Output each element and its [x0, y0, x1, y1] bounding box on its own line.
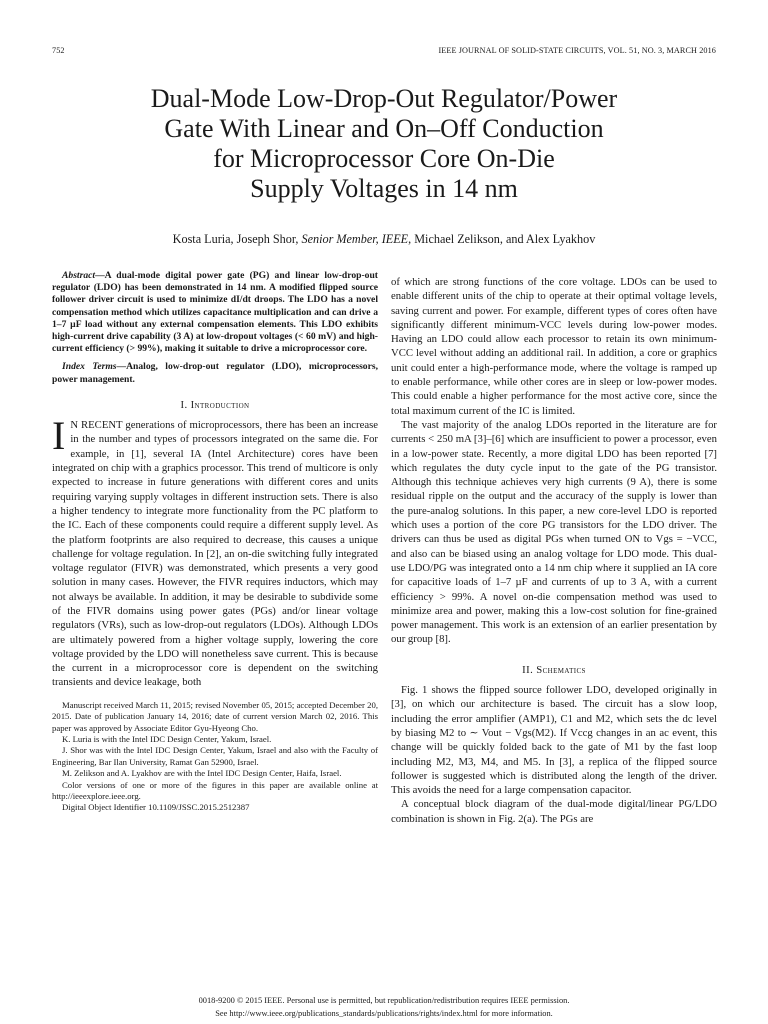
footnote: J. Shor was with the Intel IDC Design Center, Yakum, Israel and also with the Faculty of Engineering, Bar Ilan University, Ramat Gan 52900, Israel.: [52, 745, 378, 767]
running-header: IEEE JOURNAL OF SOLID-STATE CIRCUITS, VOL. 51, NO. 3, MARCH 2016: [438, 46, 716, 55]
abstract: [52, 270, 378, 355]
intro-paragraph: [52, 413, 378, 690]
copyright-notice: [60, 995, 708, 1021]
intro-paragraph-text: N RECENT generations of microprocessors, there has been an increase in the number and types of processors integrated on the same die. For example, in [1], several IA (Intel Architecture) cores have been integrated on chip with a graphics processor. This trend of multicore is only expected to increase in future generations with different cores and units requiring varying supply voltages in different instruction sets. There is also a higher tendency to integrate more functionality from the PC platform to the IC. Each of these components could require a different supply level. As the platform footprints are also required to decrease, this causes a unique challenge for voltage regulation. In [2], an on-die switching fully integrated voltage regulator (FIVR) was demonstrated, which presents a very good solution in many cases. However, the FIVR requires inductors, which may not always be available. In addition, it may be desirable to subdivide some of the FIVR domains using power gates (PGs) and/or linear voltage regulators (VRs), such as low-drop-out regulators (LDOs). Although LDOs are ultimately powered from a higher voltage supply, lowering the core voltage provided by the LDO will nonetheless save current. This is because the current in a microprocessor core is dependent on the switching transients and device leakage, both: [52, 419, 378, 689]
left-column: [52, 270, 378, 814]
section-number: I.: [180, 398, 191, 411]
footnote: M. Zelikson and A. Lyakhov are with the Intel IDC Design Center, Haifa, Israel.: [62, 768, 342, 779]
authors-part: , Michael Zelikson, and Alex Lyakhov: [408, 232, 596, 246]
section-heading-introduction: [52, 398, 378, 412]
section-title: Introduction: [190, 398, 250, 411]
abstract-label: Abstract: [62, 270, 96, 281]
index-terms: [52, 361, 378, 385]
right-column: [391, 275, 717, 826]
page-number: 752: [52, 46, 65, 55]
section-number: II.: [522, 663, 537, 676]
body-paragraph: Fig. 1 shows the flipped source follower LDO, developed originally in [3], on which our architecture is based. The circuit has a slow loop, including the error amplifier (AMP1), C1 and M2, which sets the dc level by biasing M2 to ∼ Vout − Vgs(M2). If Vccg changes in an ac event, this change will be quickly folded back to the gate of M1 by the fast loop including M2, M3, M4, and M5. In [3], a replica of the flipped source follower is suggested which is distributed along the length of the driver. This avoids the need for a large compensation capacitor.: [391, 684, 717, 797]
abstract-text: —A dual-mode digital power gate (PG) and linear low-drop-out regulator (LDO) has been demonstrated in 14 nm. A modified flipped source follower driver circuit is used to minimize dI/dt droops. The LDO has a novel compensation method which utilizes capacitance multiplication and can drive a 1–7 µF load without any external compensation elements. This LDO exhibits high-current drive capability (3 A) at low-dropout voltages (< 60 mV) and high-current efficiency (> 99%), making it suitable to drive a microprocessor core.: [52, 270, 378, 355]
title-line: Supply Voltages in 14 nm: [250, 174, 518, 203]
body-paragraph: The vast majority of the analog LDOs reported in the literature are for currents < 250 mA [3]–[6] which are insufficient to power a processor, even in a low-power state. Recently, a more digital LDO has been reported [7] which regulates the duty cycle input to the gate of the PG transistor. Although this technique achieves very high currents (9 A), there is some residual ripple on the output and the accuracy of the supply is lower than the pure-analog solutions. In this paper, a new core-level LDO is reported which uses a portion of the core PG transistors for the LDO driver. The drivers can thus be used as digital PGs when turned ON to Vgs = −VCC, and also can be biased using an analog voltage for LDO mode. This dual-use LDO/PG was integrated onto a 14 nm chip where it supplied an IA core for capacitive loads of 1–7 µF and currents of up to 3 A, with a current efficiency > 99%. A novel on-die compensation method was used to minimize area and power, making this a low-cost solution for fine-grained power management. This work is an extension of an earlier presentation by our group [8].: [391, 418, 717, 646]
drop-cap: I: [52, 413, 66, 459]
footnotes: [52, 700, 378, 814]
title-line: Dual-Mode Low-Drop-Out Regulator/Power: [150, 84, 618, 113]
index-terms-text: —Analog, low-drop-out regulator (LDO), microprocessors, power management.: [52, 361, 378, 385]
doi: Digital Object Identifier 10.1109/JSSC.2015.2512387: [62, 802, 250, 813]
copyright-line: 0018-9200 © 2015 IEEE. Personal use is permitted, but republication/redistribution requires IEEE permission.: [198, 996, 570, 1005]
copyright-line: See http://www.ieee.org/publications_standards/publications/rights/index.html for more information.: [215, 1008, 553, 1018]
body-paragraph: of which are strong functions of the core voltage. LDOs can be used to enable different units of the chip to operate at their optimal voltage levels, saving current and power. For example, different types of cores often have significantly different minimum-VCC levels during low-power modes. Having an LDO could allow each processor to retain its own minimum-VCC level without adding an additional rail. In addition, a core or graphics unit could enter a high-performance mode, where the voltage is ramped up to enable performance, while other cores are in sleep or low-power modes. This could enable a higher performance for the most active core, since the total maximum current of the IC is limited.: [391, 276, 717, 417]
title-line: Gate With Linear and On–Off Conduction: [164, 114, 604, 143]
footnote: K. Luria is with the Intel IDC Design Center, Yakum, Israel.: [62, 733, 272, 744]
author-list: [40, 232, 728, 247]
authors-part: Kosta Luria, Joseph Shor,: [172, 232, 302, 246]
paper-title: [60, 84, 708, 204]
section-heading-schematics: [391, 663, 717, 677]
section-title: Schematics: [536, 663, 586, 676]
author-role: Senior Member, IEEE: [301, 232, 409, 246]
footnote: Color versions of one or more of the figures in this paper are available online at http://ieeexplore.ieee.org.: [52, 779, 378, 802]
footnote: Manuscript received March 11, 2015; revised November 05, 2015; accepted December 20, 2015. Date of publication January 14, 2016; date of current version March 02, 2016. This paper was approved by Associate Editor Gyu-Hyeong Cho.: [52, 699, 378, 733]
body-paragraph: A conceptual block diagram of the dual-mode digital/linear PG/LDO combination is shown in Fig. 2(a). The PGs are: [391, 798, 717, 825]
title-line: for Microprocessor Core On-Die: [213, 144, 555, 173]
index-terms-label: Index Terms: [62, 361, 117, 373]
